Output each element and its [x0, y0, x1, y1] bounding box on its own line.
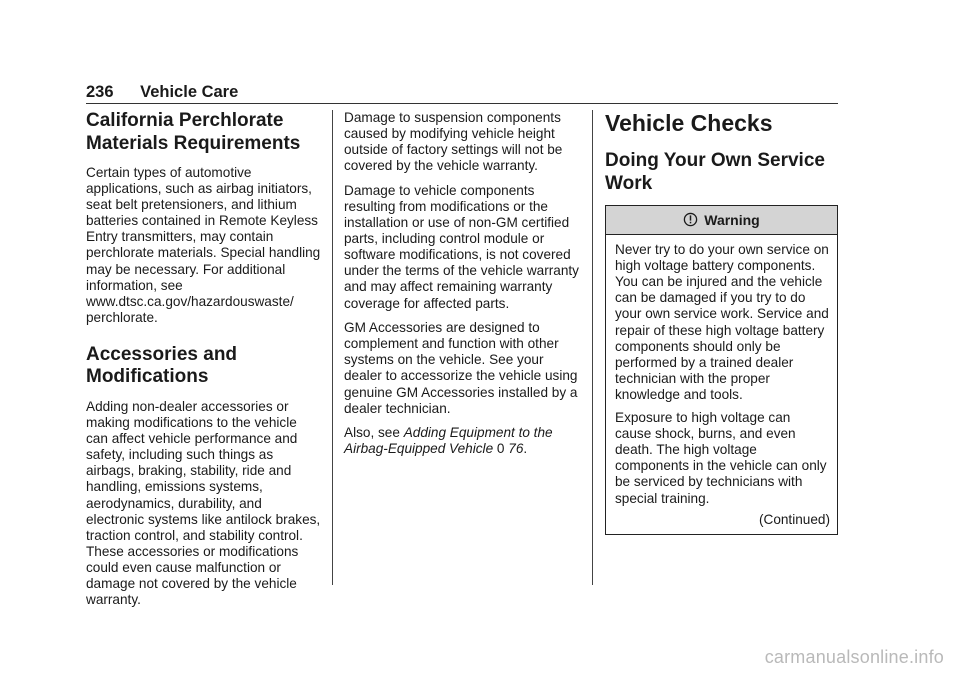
perchlorate-heading: California Perchlorate Materials Requirements [86, 110, 301, 154]
accessories-heading: Accessories and Modifications [86, 343, 238, 388]
warning-icon [683, 212, 698, 227]
warning-paragraph-2: Exposure to high voltage can cause shock, burns, and even death. The high voltage components in the vehicle can only be serviced by technicians with special training. [615, 410, 827, 506]
warning-body [606, 235, 837, 534]
components-paragraph: Damage to vehicle components resulting from modifications or the installation or use of non-GM certified parts, including control module or software modifications, is not covered under the terms of the vehicle warranty and may affect remaining warranty coverage for affected parts. [344, 182, 579, 311]
warning-header [606, 206, 837, 235]
airbag-equipment-link[interactable]: Adding Equipment to the Airbag-Equipped Vehicle [344, 425, 553, 457]
accessories-paragraph: Adding non-dealer accessories or making modifications to the vehicle can affect vehicle performance and safety, including such things as airbags, braking, stability, ride and handling, emissions systems, aerodynamics, durability, and electronic systems like antilock brakes, traction control, and stability control. These accessories or modifications could even cause malfunction or damage not covered by the vehicle warranty. [86, 398, 321, 608]
warning-title: Warning [704, 212, 760, 228]
page-ref-icon: 0 [496, 441, 505, 457]
service-work-heading: Doing Your Own Service Work [605, 150, 825, 194]
warning-box [605, 205, 838, 535]
page-header [86, 83, 238, 102]
column-divider-1 [332, 110, 333, 585]
column-3 [605, 110, 838, 535]
column-2 [344, 110, 582, 466]
suspension-paragraph: Damage to suspension components caused by modifying vehicle height outside of factory settings will not be covered by the vehicle warranty. [344, 110, 563, 174]
continued-label: (Continued) [758, 511, 830, 527]
watermark: carmanualsonline.info [764, 647, 944, 667]
see-also-paragraph [344, 425, 582, 457]
column-divider-2 [592, 110, 593, 585]
see-also-suffix: . [523, 441, 528, 457]
section-title: Vehicle Care [140, 83, 239, 101]
warning-paragraph-1: Never try to do your own service on high voltage battery components. You can be injured and the vehicle can be damaged if you try to do your own service work. Service and repair of these high voltage battery components should only be performed by a trained dealer technician with the proper knowledge and tools. [615, 242, 829, 402]
header-rule [86, 103, 838, 104]
gm-accessories-paragraph: GM Accessories are designed to complement and function with other systems on the vehicle. See your dealer to accessorize the vehicle using genuine GM Accessories installed by a dealer technician. [344, 320, 578, 416]
page-number: 236 [86, 83, 114, 101]
column-1 [86, 110, 322, 617]
see-also-prefix: Also, see [344, 425, 404, 441]
vehicle-checks-heading: Vehicle Checks [605, 110, 773, 136]
page-ref-number[interactable]: 76 [508, 441, 524, 457]
perchlorate-paragraph: Certain types of automotive applications, such as airbag initiators, seat belt pretensioners, and lithium batteries contained in Remote Keyless Entry transmitters, may contain perchlorate materials. Special handling may be necessary. For additional information, see www.dtsc.ca.gov/hazardouswaste/ perchlorate. [86, 165, 321, 325]
